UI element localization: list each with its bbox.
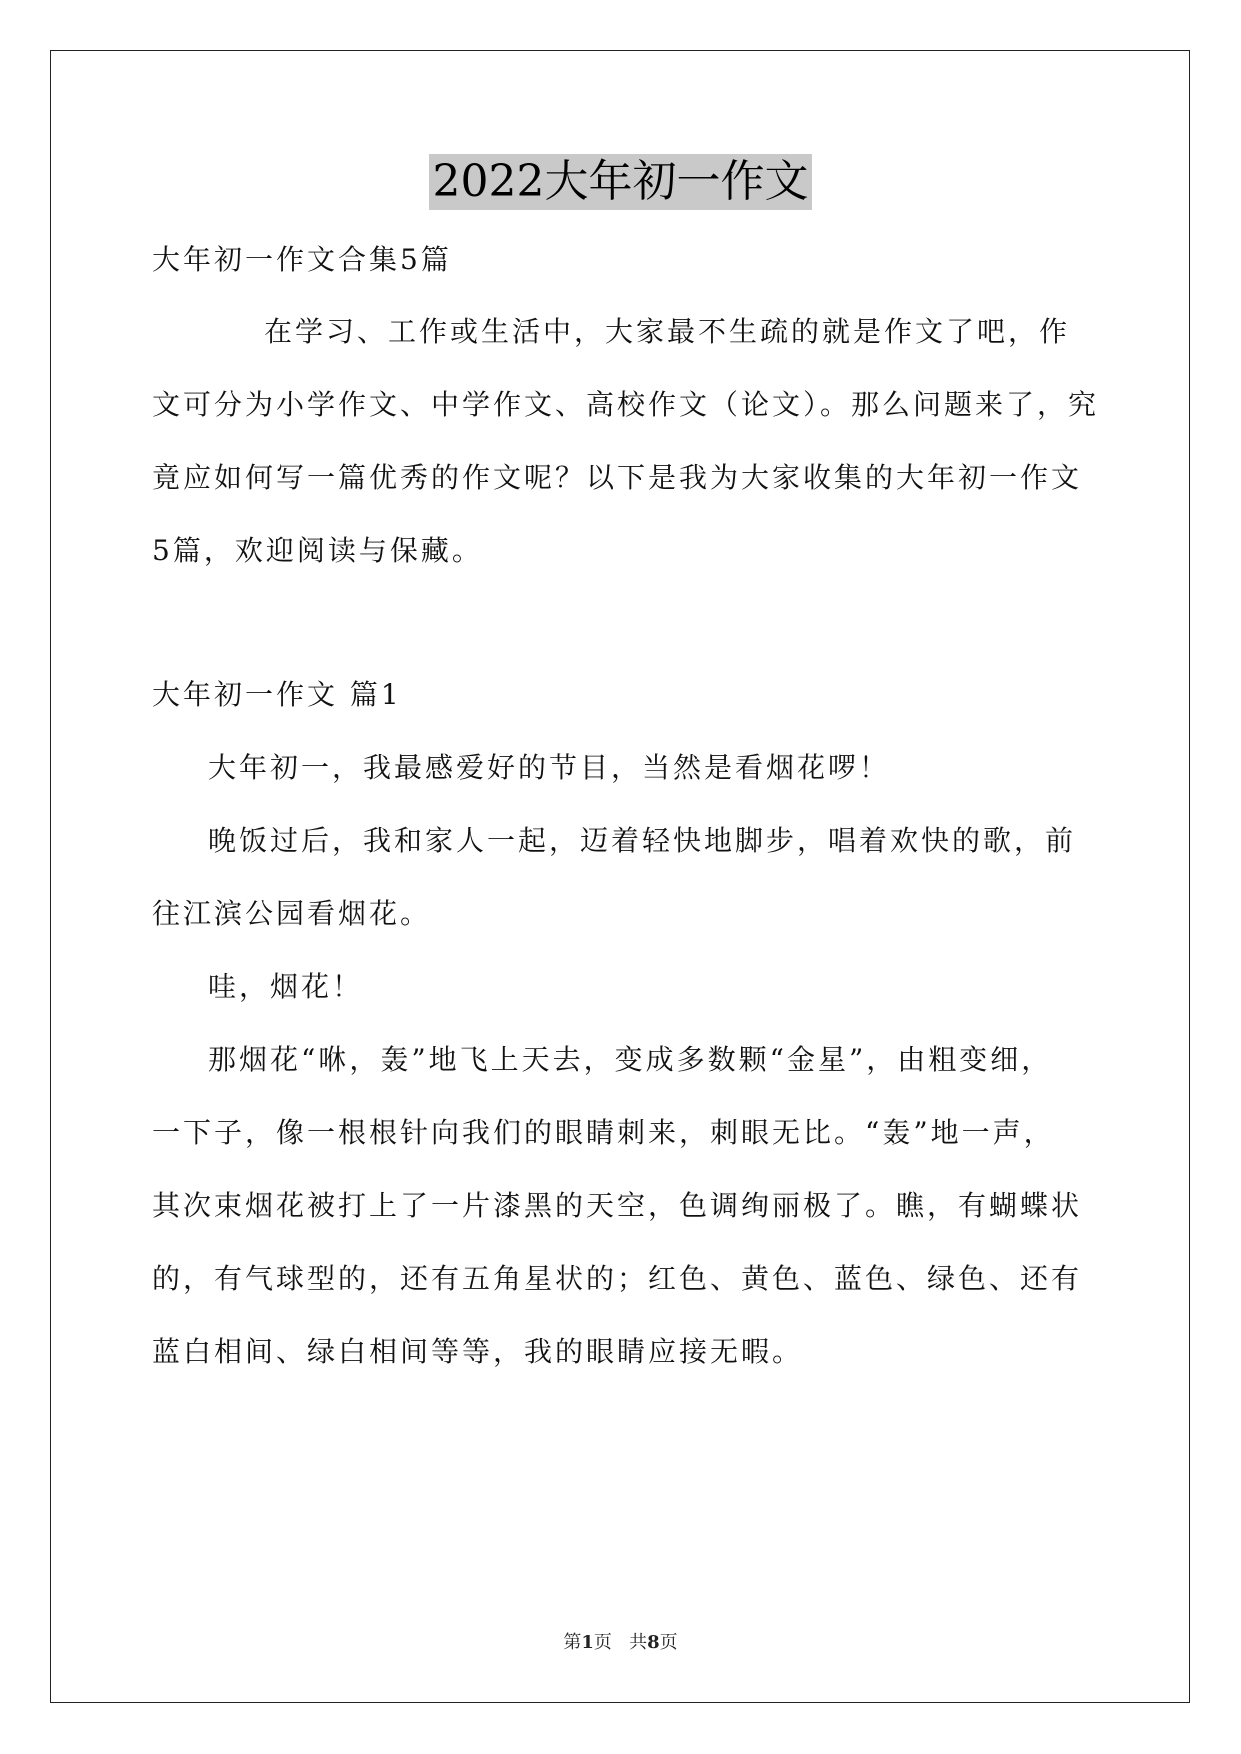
body-line-1: 大年初一，我最感爱好的节目，当然是看烟花啰！ [208, 751, 891, 784]
body-line-6: 一下子，像一根根针向我们的眼睛刺来，刺眼无比。“轰”地一声， [152, 1116, 1055, 1149]
footer-page-suffix: 页 [593, 1632, 612, 1653]
body-line-5: 那烟花“咻，轰”地飞上天去，变成多数颗“金星”，由粗变细， [208, 1043, 1053, 1076]
footer-current-page: 1 [581, 1632, 594, 1653]
footer-total-pages: 8 [647, 1632, 660, 1653]
intro-line-2: 文可分为小学作文、中学作文、高校作文（论文）。那么问题来了，究 [152, 388, 1100, 421]
page-border [50, 50, 1190, 1703]
section-heading: 大年初一作文 篇1 [152, 678, 402, 711]
body-line-3: 往江滨公园看烟花。 [152, 897, 432, 930]
body-line-9: 蓝白相间、绿白相间等等，我的眼睛应接无暇。 [152, 1335, 804, 1368]
document-subtitle: 大年初一作文合集5篇 [152, 243, 452, 276]
body-line-7: 其次束烟花被打上了一片漆黑的天空，色调绚丽极了。瞧，有蝴蝶状 [152, 1189, 1083, 1222]
body-line-8: 的，有气球型的，还有五角星状的；红色、黄色、蓝色、绿色、还有 [152, 1262, 1083, 1295]
page-footer [0, 1631, 1241, 1655]
intro-line-3: 竟应如何写一篇优秀的作文呢？以下是我为大家收集的大年初一作文 [152, 461, 1083, 494]
footer-total-prefix: 共 [629, 1632, 648, 1653]
footer-page-prefix: 第 [563, 1632, 582, 1653]
body-line-2: 晚饭过后，我和家人一起，迈着轻快地脚步，唱着欢快的歌，前 [208, 824, 1077, 857]
footer-total-suffix: 页 [659, 1632, 678, 1653]
body-line-4: 哇，烟花！ [208, 970, 364, 1003]
document-title: 2022大年初一作文 [429, 154, 813, 210]
intro-line-4: 5篇，欢迎阅读与保藏。 [152, 534, 483, 567]
intro-line-1: 在学习、工作或生活中，大家最不生疏的就是作文了吧，作 [264, 315, 1071, 348]
title-container [0, 154, 1241, 210]
